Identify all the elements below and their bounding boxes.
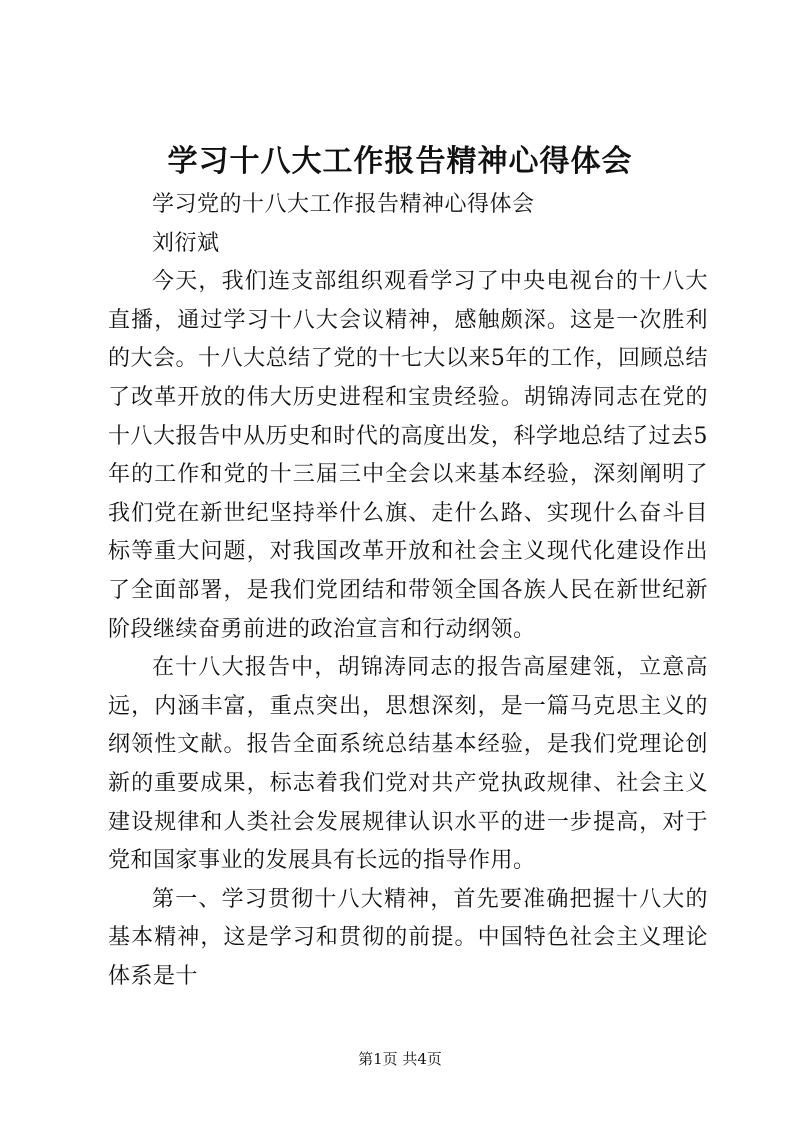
paragraph: 第一、学习贯彻十八大精神，首先要准确把握十八大的基本精神，这是学习和贯彻的前提。中国特色社会主义理论体系是十 [108,886,708,989]
paragraph: 今天，我们连支部组织观看学习了中央电视台的十八大直播，通过学习十八大会议精神，感触颇深。这是一次胜利的大会。十八大总结了党的十七大以来5年的工作，回顾总结了改革开放的伟大历史进程和宝贵经验。胡锦涛同志在党的十八大报告中从历史和时代的高度出发，科学地总结了过去5年的工作和党的十三届三中全会以来基本经验，深刻阐明了我们党在新世纪坚持举什么旗、走什么路、实现什么奋斗目标等重大问题，对我国改革开放和社会主义现代化建设作出了全面部署，是我们党团结和带领全国各族人民在新世纪新阶段继续奋勇前进的政治宣言和行动纲领。 [108,269,708,642]
document-author: 刘衍斌 [152,230,220,256]
page-footer: 第1页 共4页 [358,1050,442,1068]
document-title: 学习十八大工作报告精神心得体会 [167,144,633,179]
document-body [108,186,708,996]
document-subtitle: 学习党的十八大工作报告精神心得体会 [152,192,535,217]
paragraph: 在十八大报告中，胡锦涛同志的报告高屋建瓴，立意高远，内涵丰富，重点突出，思想深刻，是一篇马克思主义的纲领性文献。报告全面系统总结基本经验，是我们党理论创新的重要成果，标志着我们党对共产党执政规律、社会主义建设规律和人类社会发展规律认识水平的进一步提高，对于党和国家事业的发展具有长远的指导作用。 [108,655,708,874]
